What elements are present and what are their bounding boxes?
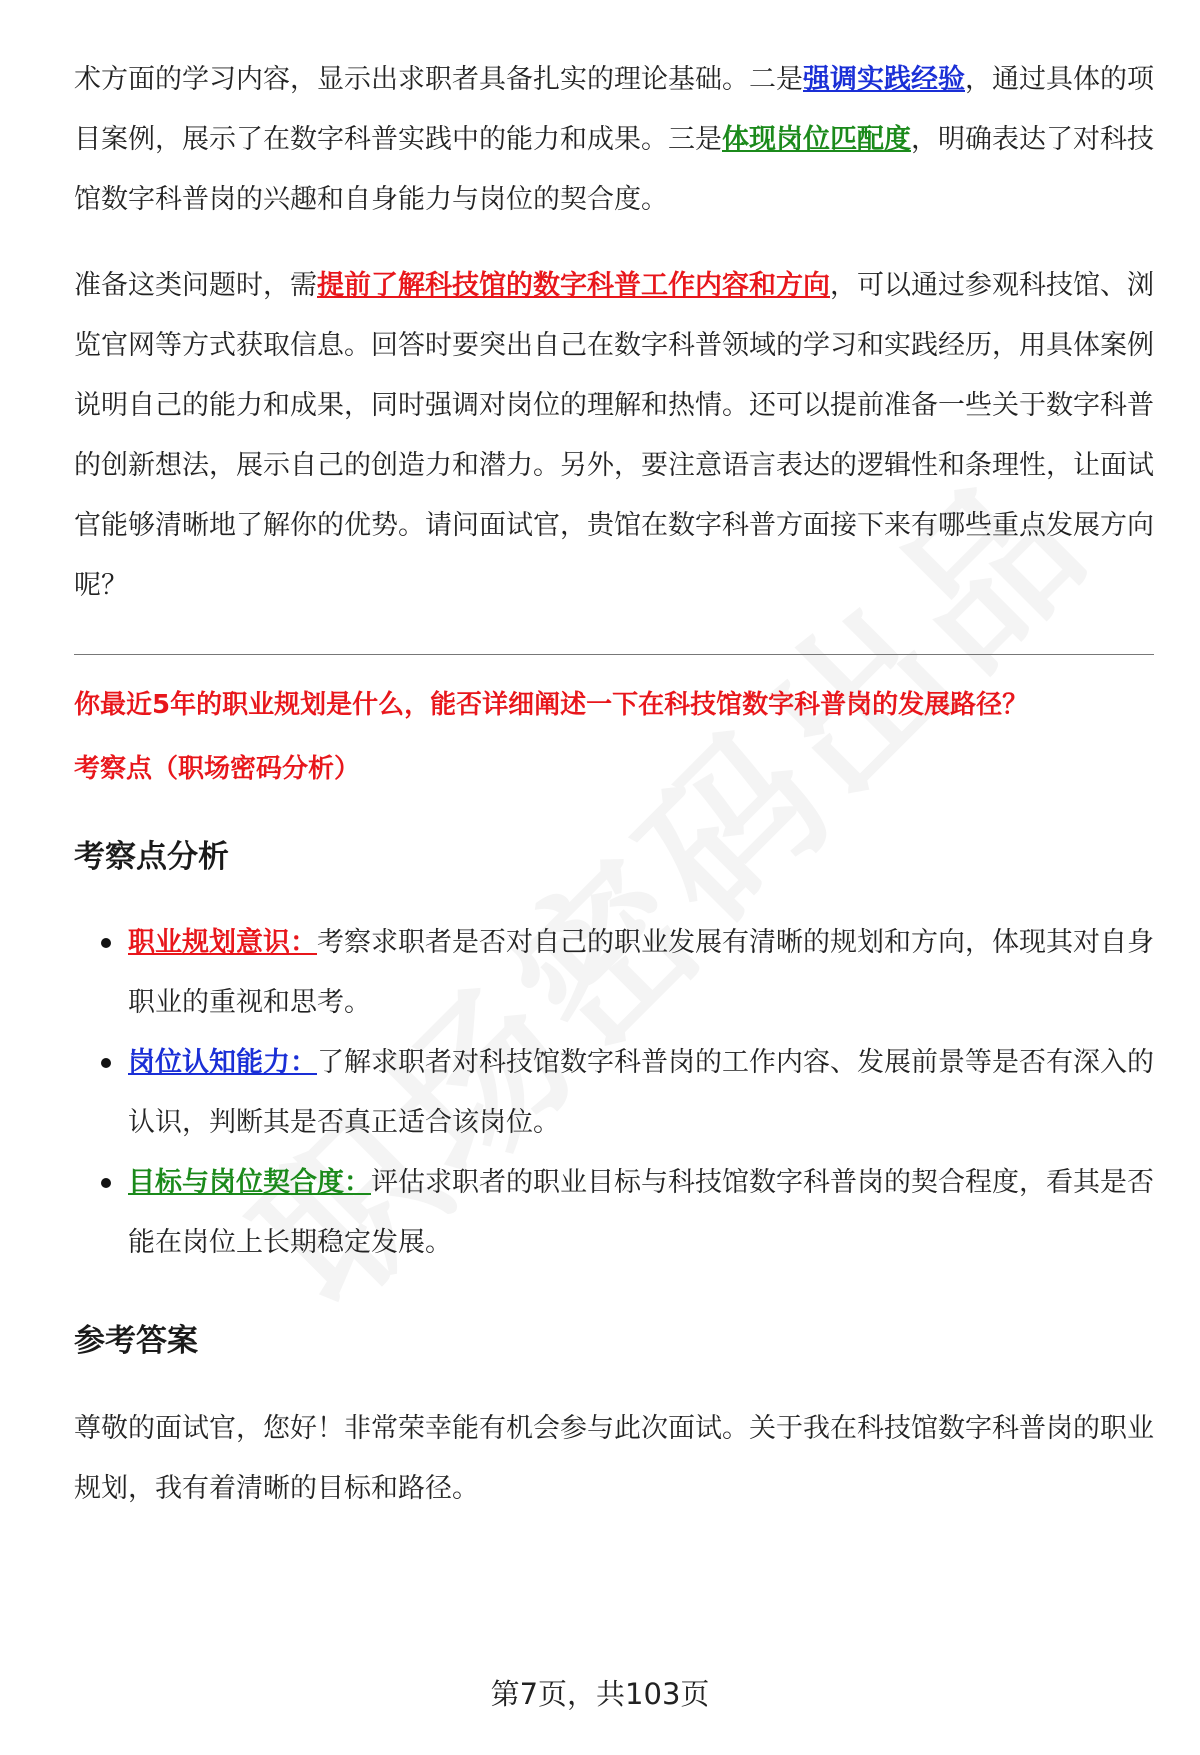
intro-paragraph-1 xyxy=(74,50,1154,230)
analysis-item-label: 目标与岗位契合度： xyxy=(128,1167,371,1198)
analysis-item-label: 职业规划意识： xyxy=(128,927,317,958)
bullet-dot-icon xyxy=(101,1178,111,1188)
intro-p2-text-1: 准备这类问题时，需 xyxy=(74,270,317,301)
highlight-understand-work: 提前了解科技馆的数字科普工作内容和方向 xyxy=(317,270,830,301)
intro-p1-text-1: 术方面的学习内容，显示出求职者具备扎实的理论基础。二是 xyxy=(74,64,803,95)
highlight-job-match: 体现岗位匹配度 xyxy=(722,124,911,155)
intro-p1-text-3: ，明确表达了对科技馆数字科普岗的兴趣和自身能力与岗位的契合度。 xyxy=(74,124,1154,215)
analysis-item-label: 岗位认知能力： xyxy=(128,1047,317,1078)
bullet-dot-icon xyxy=(101,1058,111,1068)
exam-point-label: 考察点（职场密码分析） xyxy=(74,754,361,784)
intro-p1-text-2: ，通过具体的项目案例，展示了在数字科普实践中的能力和成果。三是 xyxy=(74,64,1154,155)
analysis-item-text: 评估求职者的职业目标与科技馆数字科普岗的契合程度，看其是否能在岗位上长期稳定发展。 xyxy=(128,1167,1154,1258)
reference-answer: 尊敬的面试官，您好！非常荣幸能有机会参与此次面试。关于我在科技馆数字科普岗的职业规划，我有着清晰的目标和路径。 xyxy=(74,1413,1154,1504)
analysis-heading: 考察点分析 xyxy=(74,839,229,875)
analysis-item-text: 了解求职者对科技馆数字科普岗的工作内容、发展前景等是否有深入的认识，判断其是否真正适合该岗位。 xyxy=(128,1047,1154,1138)
section-divider xyxy=(74,654,1154,655)
page-number-footer: 第7页，共103页 xyxy=(490,1677,710,1711)
intro-p2-text-2: ，可以通过参观科技馆、浏览官网等方式获取信息。回答时要突出自己在数字科普领域的学习和实践经历，用具体案例说明自己的能力和成果，同时强调对岗位的理解和热情。还可以提前准备一些关于数字科普的创新想法，展示自己的创造力和潜力。另外，要注意语言表达的逻辑性和条理性，让面试官能够清晰地了解你的优势。请问面试官，贵馆在数字科普方面接下来有哪些重点发展方向呢？ xyxy=(74,270,1154,601)
analysis-list xyxy=(74,913,1154,1273)
interview-question: 你最近5年的职业规划是什么，能否详细阐述一下在科技馆数字科普岗的发展路径？ xyxy=(74,690,1029,720)
analysis-item-text: 考察求职者是否对自己的职业发展有清晰的规划和方向，体现其对自身职业的重视和思考。 xyxy=(128,927,1154,1018)
highlight-practice-experience: 强调实践经验 xyxy=(803,64,965,95)
document-page xyxy=(74,50,1154,1519)
intro-paragraph-2 xyxy=(74,256,1154,616)
reference-heading: 参考答案 xyxy=(74,1323,198,1359)
analysis-item xyxy=(74,913,1154,1033)
bullet-dot-icon xyxy=(101,938,111,948)
analysis-item xyxy=(74,1153,1154,1273)
analysis-item xyxy=(74,1033,1154,1153)
